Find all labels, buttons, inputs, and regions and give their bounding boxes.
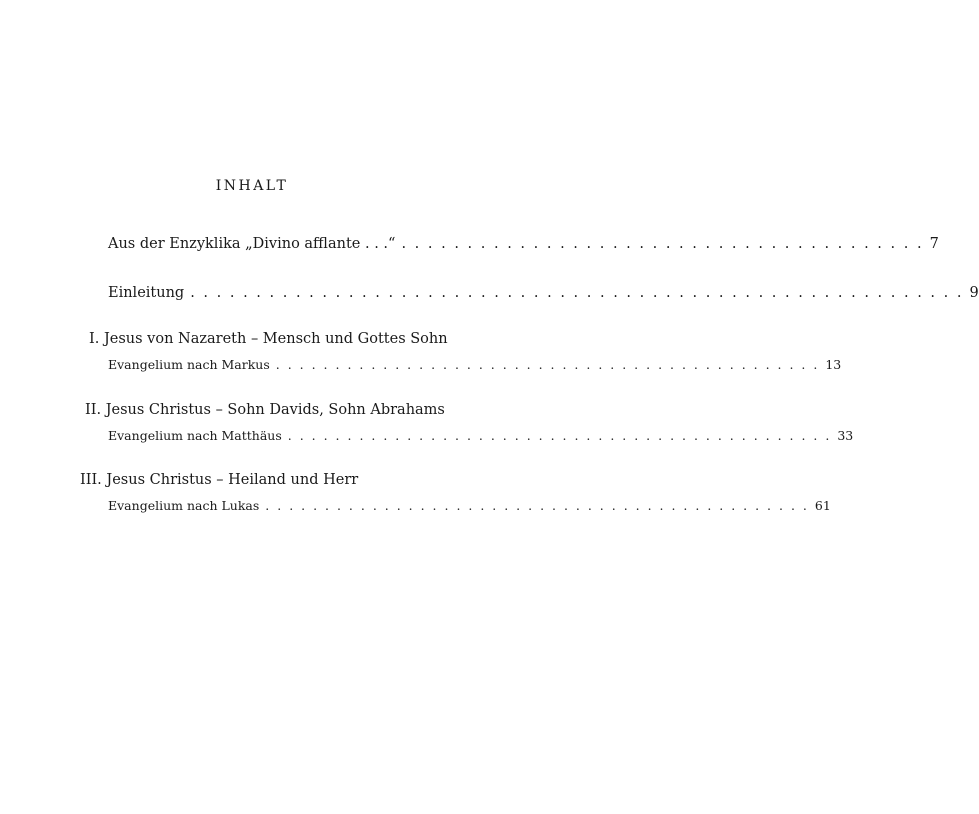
section-numeral: III. bbox=[80, 472, 102, 488]
toc-entry-lukas bbox=[108, 498, 831, 513]
leader-dots: . . . . . . . . . . . . . . . . . . . . . . . . . . . . . . . . . . . . . . . . . . . . . . bbox=[275, 357, 820, 372]
leader-dots: . . . . . . . . . . . . . . . . . . . . . . . . . . . . . . . . . . . . . . . . . . . . . . bbox=[265, 498, 809, 513]
leader-dots: . . . . . . . . . . . . . . . . . . . . . . . . . . . . . . . . . . . . . . . . . . . . . . . . . . . . . . . . . . . bbox=[190, 285, 964, 301]
page-number: 13 bbox=[825, 357, 842, 372]
section-title: Jesus Christus – Sohn Davids, Sohn Abrahams bbox=[105, 402, 445, 418]
toc-entry-markus bbox=[108, 357, 842, 372]
section-title: Jesus Christus – Heiland und Herr bbox=[106, 472, 359, 488]
leader-dots: . . . . . . . . . . . . . . . . . . . . . . . . . . . . . . . . . . . . . . . . bbox=[401, 236, 924, 252]
toc-entry-title: Aus der Enzyklika „Divino afflante . . .“ bbox=[108, 236, 396, 252]
page-number: 7 bbox=[929, 236, 939, 252]
toc-entry-title: Evangelium nach Markus bbox=[108, 357, 270, 372]
section-heading-1 bbox=[89, 331, 448, 347]
toc-entry-title: Einleitung bbox=[108, 285, 185, 301]
page-number: 61 bbox=[814, 498, 831, 513]
toc-entry-title: Evangelium nach Matthäus bbox=[108, 428, 282, 443]
toc-entry-enzyklika bbox=[108, 236, 939, 252]
toc-entry-einleitung bbox=[108, 285, 979, 301]
section-heading-2 bbox=[85, 402, 445, 418]
leader-dots: . . . . . . . . . . . . . . . . . . . . . . . . . . . . . . . . . . . . . . . . . . . . . . bbox=[287, 428, 832, 443]
page-number: 9 bbox=[969, 285, 979, 301]
section-numeral: I. bbox=[89, 331, 100, 347]
toc-entry-matthaeus bbox=[108, 428, 854, 443]
section-title: Jesus von Nazareth – Mensch und Gottes Sohn bbox=[103, 331, 448, 347]
page-title: INHALT bbox=[215, 178, 289, 194]
page-number: 33 bbox=[837, 428, 854, 443]
section-heading-3 bbox=[80, 472, 358, 488]
section-numeral: II. bbox=[85, 402, 102, 418]
toc-entry-title: Evangelium nach Lukas bbox=[108, 498, 260, 513]
